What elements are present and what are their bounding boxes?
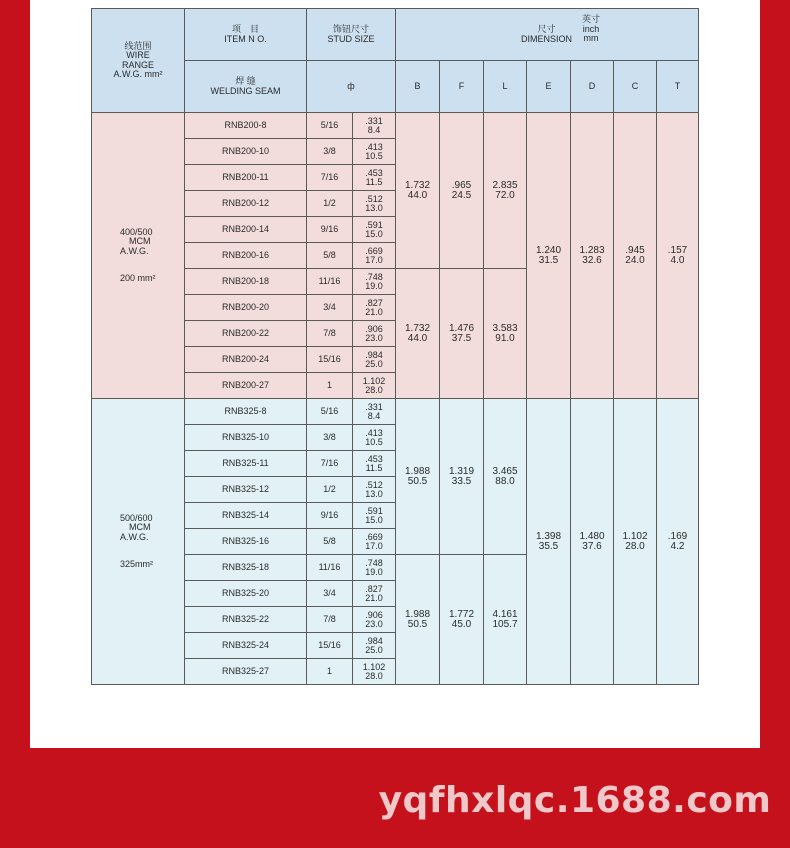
- item-number: RNB200-22: [185, 321, 307, 347]
- header-item-cn: 项 目: [231, 24, 259, 35]
- dim-e-cell: [527, 113, 571, 399]
- item-number: RNB200-11: [185, 165, 307, 191]
- dim-inch: 1.732: [404, 179, 431, 191]
- stud-mm: 23.0: [365, 332, 383, 343]
- dim-inch: 1.480: [579, 530, 605, 542]
- dim-inch: .169: [667, 530, 688, 542]
- stud-size-cell: [353, 321, 396, 347]
- stud-mm: 15.0: [365, 514, 383, 525]
- stud-fraction: 1: [307, 373, 353, 399]
- stud-mm: 8.4: [367, 410, 381, 421]
- stud-fraction: 3/4: [307, 581, 353, 607]
- stud-inch: .331: [365, 401, 383, 412]
- item-number: RNB200-18: [185, 269, 307, 295]
- header-unit-mm: mm: [583, 33, 599, 44]
- wire-range-line: 500/600: [120, 512, 153, 523]
- dim-t-cell: [657, 399, 699, 685]
- wire-range-line: A.W.G.: [120, 531, 149, 542]
- spec-table: [91, 8, 699, 685]
- header-welding-seam-en: WELDING SEAM: [210, 85, 281, 96]
- dim-mm: 45.0: [451, 618, 472, 630]
- stud-inch: .591: [365, 505, 383, 516]
- dim-inch: 4.161: [492, 608, 518, 620]
- stud-mm: 19.0: [365, 280, 383, 291]
- header-col-t: T: [657, 61, 699, 113]
- wire-range-line: 200 mm²: [120, 272, 156, 283]
- stud-size-cell: [353, 503, 396, 529]
- table-row: [92, 399, 699, 425]
- stud-fraction: 11/16: [307, 269, 353, 295]
- dim-c-cell: [614, 113, 657, 399]
- stud-size-cell: [353, 555, 396, 581]
- item-number: RNB200-16: [185, 243, 307, 269]
- dim-mm: 50.5: [407, 618, 428, 630]
- stud-size-cell: [353, 451, 396, 477]
- stud-inch: .331: [365, 115, 383, 126]
- wire-range-line: MCM: [129, 522, 151, 533]
- dim-inch: 1.398: [535, 530, 562, 542]
- stud-mm: 17.0: [365, 540, 383, 551]
- header-wire-range-en2: RANGE: [121, 59, 154, 70]
- dim-inch: 1.283: [579, 244, 605, 256]
- stud-inch: .748: [365, 557, 383, 568]
- catalog-page: [30, 0, 760, 748]
- dim-b-cell: [396, 113, 440, 269]
- stud-inch: .984: [365, 349, 383, 360]
- dim-l-cell: [484, 269, 527, 399]
- header-welding-seam: [185, 61, 307, 113]
- dim-mm: 37.5: [451, 332, 472, 344]
- dim-t-cell: [657, 113, 699, 399]
- stud-mm: 28.0: [365, 670, 383, 681]
- stud-mm: 10.5: [365, 150, 383, 161]
- stud-fraction: 3/4: [307, 295, 353, 321]
- dim-inch: 1.476: [448, 322, 475, 334]
- dim-mm: 4.0: [670, 254, 685, 266]
- wire-range-line: A.W.G.: [120, 245, 149, 256]
- table-row: [92, 113, 699, 139]
- dim-inch: 2.835: [492, 179, 518, 191]
- dim-inch: 3.465: [492, 465, 518, 477]
- stud-size-cell: [353, 243, 396, 269]
- stud-fraction: 3/8: [307, 139, 353, 165]
- stud-inch: .453: [365, 453, 383, 464]
- item-number: RNB325-16: [185, 529, 307, 555]
- stud-fraction: 1/2: [307, 477, 353, 503]
- dim-d-cell: [571, 399, 614, 685]
- stud-size-cell: [353, 581, 396, 607]
- stud-mm: 19.0: [365, 566, 383, 577]
- stud-inch: 1.102: [362, 375, 386, 386]
- stud-size-cell: [353, 139, 396, 165]
- stud-size-cell: [353, 295, 396, 321]
- stud-inch: 1.102: [362, 661, 386, 672]
- item-number: RNB325-22: [185, 607, 307, 633]
- dim-inch: .157: [667, 244, 688, 256]
- dim-inch: 1.988: [404, 465, 431, 477]
- stud-fraction: 1/2: [307, 191, 353, 217]
- stud-size-cell: [353, 607, 396, 633]
- item-number: RNB325-12: [185, 477, 307, 503]
- header-stud-size-cn: 饰钮尺寸: [332, 24, 369, 35]
- stud-mm: 11.5: [365, 176, 383, 187]
- stud-size-cell: [353, 425, 396, 451]
- dim-b-cell: [396, 269, 440, 399]
- item-number: RNB200-14: [185, 217, 307, 243]
- wire-range-line: MCM: [129, 236, 151, 247]
- stud-mm: 11.5: [365, 462, 383, 473]
- item-number: RNB325-11: [185, 451, 307, 477]
- item-number: RNB200-12: [185, 191, 307, 217]
- stud-mm: 10.5: [365, 436, 383, 447]
- stud-mm: 28.0: [365, 384, 383, 395]
- dim-inch: 1.240: [535, 244, 562, 256]
- dim-inch: 1.988: [404, 608, 431, 620]
- item-number: RNB200-27: [185, 373, 307, 399]
- item-number: RNB325-27: [185, 659, 307, 685]
- dim-mm: 88.0: [495, 475, 515, 487]
- header-wire-range-unit: A.W.G. mm²: [113, 68, 163, 79]
- stud-mm: 15.0: [365, 228, 383, 239]
- header-col-l: L: [484, 61, 527, 113]
- dim-e-cell: [527, 399, 571, 685]
- header-col-f: F: [440, 61, 484, 113]
- dim-mm: 72.0: [495, 189, 515, 201]
- dim-inch: 1.732: [404, 322, 431, 334]
- dim-c-cell: [614, 399, 657, 685]
- header-unit-cn: 英寸: [581, 14, 600, 25]
- stud-size-cell: [353, 373, 396, 399]
- stud-fraction: 5/8: [307, 243, 353, 269]
- dim-l-cell: [484, 555, 527, 685]
- dim-inch: 3.583: [492, 322, 518, 334]
- stud-mm: 13.0: [365, 202, 383, 213]
- stud-inch: .512: [365, 479, 383, 490]
- dim-inch: 1.102: [622, 530, 648, 542]
- stud-inch: .512: [365, 193, 383, 204]
- stud-fraction: 5/8: [307, 529, 353, 555]
- stud-size-cell: [353, 217, 396, 243]
- dim-f-cell: [440, 399, 484, 555]
- stud-mm: 25.0: [365, 644, 383, 655]
- stud-size-cell: [353, 113, 396, 139]
- stud-inch: .669: [365, 531, 383, 542]
- stud-fraction: 9/16: [307, 503, 353, 529]
- header-stud-size: [307, 9, 396, 61]
- wire-range-line: 325mm²: [120, 558, 154, 569]
- stud-inch: .906: [365, 323, 383, 334]
- header-dimension-cn: 尺寸: [537, 24, 556, 35]
- stud-inch: .413: [365, 141, 383, 152]
- stud-mm: 17.0: [365, 254, 383, 265]
- item-number: RNB325-20: [185, 581, 307, 607]
- stud-size-cell: [353, 191, 396, 217]
- header-wire-range: [92, 9, 185, 113]
- stud-inch: .591: [365, 219, 383, 230]
- dim-mm: 28.0: [625, 540, 645, 552]
- stud-fraction: 7/8: [307, 321, 353, 347]
- wire-range-cell: [92, 113, 185, 399]
- dim-f-cell: [440, 555, 484, 685]
- stud-fraction: 7/16: [307, 451, 353, 477]
- stud-fraction: 7/16: [307, 165, 353, 191]
- dim-inch: .945: [625, 244, 645, 256]
- item-number: RNB325-14: [185, 503, 307, 529]
- stud-fraction: 5/16: [307, 113, 353, 139]
- dim-b-cell: [396, 399, 440, 555]
- stud-size-cell: [353, 477, 396, 503]
- stud-size-cell: [353, 659, 396, 685]
- stud-inch: .906: [365, 609, 383, 620]
- header-col-e: E: [527, 61, 571, 113]
- item-number: RNB325-10: [185, 425, 307, 451]
- dim-f-cell: [440, 269, 484, 399]
- dim-inch: 1.772: [448, 608, 475, 620]
- wire-range-line: 400/500: [120, 226, 153, 237]
- stud-size-cell: [353, 347, 396, 373]
- stud-inch: .827: [365, 297, 383, 308]
- header-phi: ф: [307, 61, 396, 113]
- site-watermark: yqfhxlqc.1688.com: [378, 780, 772, 821]
- dim-mm: 91.0: [495, 332, 515, 344]
- header-col-c: C: [614, 61, 657, 113]
- header-wire-range-cn: 线范围: [124, 40, 152, 51]
- item-number: RNB200-24: [185, 347, 307, 373]
- header-col-d: D: [571, 61, 614, 113]
- stud-mm: 23.0: [365, 618, 383, 629]
- dim-mm: 44.0: [407, 189, 428, 201]
- dim-mm: 32.6: [582, 254, 602, 266]
- dim-mm: 24.0: [625, 254, 645, 266]
- dim-mm: 24.5: [451, 189, 472, 201]
- header-dimension-en: DIMENSION: [520, 33, 572, 44]
- dim-mm: 44.0: [407, 332, 428, 344]
- header-item: [185, 9, 307, 61]
- stud-inch: .413: [365, 427, 383, 438]
- header-item-en: ITEM N O.: [224, 33, 267, 44]
- stud-mm: 25.0: [365, 358, 383, 369]
- dim-b-cell: [396, 555, 440, 685]
- dim-mm: 33.5: [451, 475, 472, 487]
- stud-fraction: 3/8: [307, 425, 353, 451]
- stud-size-cell: [353, 633, 396, 659]
- stud-inch: .748: [365, 271, 383, 282]
- stud-mm: 8.4: [367, 124, 381, 135]
- dim-mm: 4.2: [670, 540, 685, 552]
- dim-mm: 50.5: [407, 475, 428, 487]
- dim-l-cell: [484, 113, 527, 269]
- stud-inch: .453: [365, 167, 383, 178]
- stud-fraction: 5/16: [307, 399, 353, 425]
- item-number: RNB325-24: [185, 633, 307, 659]
- stud-inch: .669: [365, 245, 383, 256]
- header-col-b: B: [396, 61, 440, 113]
- stud-inch: .827: [365, 583, 383, 594]
- stud-size-cell: [353, 399, 396, 425]
- header-welding-seam-cn: 焊 缝: [235, 76, 256, 87]
- stud-mm: 21.0: [365, 592, 383, 603]
- item-number: RNB325-18: [185, 555, 307, 581]
- item-number: RNB325-8: [185, 399, 307, 425]
- stud-fraction: 15/16: [307, 347, 353, 373]
- dim-l-cell: [484, 399, 527, 555]
- header-wire-range-en1: WIRE: [126, 50, 150, 61]
- dim-mm: 37.6: [582, 540, 602, 552]
- stud-mm: 21.0: [365, 306, 383, 317]
- header-dimension: [396, 9, 699, 61]
- dim-f-cell: [440, 113, 484, 269]
- item-number: RNB200-20: [185, 295, 307, 321]
- dim-inch: .965: [451, 179, 472, 191]
- stud-fraction: 1: [307, 659, 353, 685]
- item-number: RNB200-10: [185, 139, 307, 165]
- stud-size-cell: [353, 269, 396, 295]
- stud-fraction: 7/8: [307, 607, 353, 633]
- stud-fraction: 15/16: [307, 633, 353, 659]
- stud-size-cell: [353, 529, 396, 555]
- dim-mm: 105.7: [492, 618, 518, 630]
- dim-inch: 1.319: [448, 465, 475, 477]
- item-number: RNB200-8: [185, 113, 307, 139]
- stud-inch: .984: [365, 635, 383, 646]
- stud-mm: 13.0: [365, 488, 383, 499]
- stud-size-cell: [353, 165, 396, 191]
- dim-mm: 35.5: [538, 540, 559, 552]
- header-unit-inch: inch: [582, 23, 600, 34]
- stud-fraction: 9/16: [307, 217, 353, 243]
- dim-d-cell: [571, 113, 614, 399]
- header-stud-size-en: STUD SIZE: [327, 33, 375, 44]
- wire-range-cell: [92, 399, 185, 685]
- stud-fraction: 11/16: [307, 555, 353, 581]
- dim-mm: 31.5: [538, 254, 559, 266]
